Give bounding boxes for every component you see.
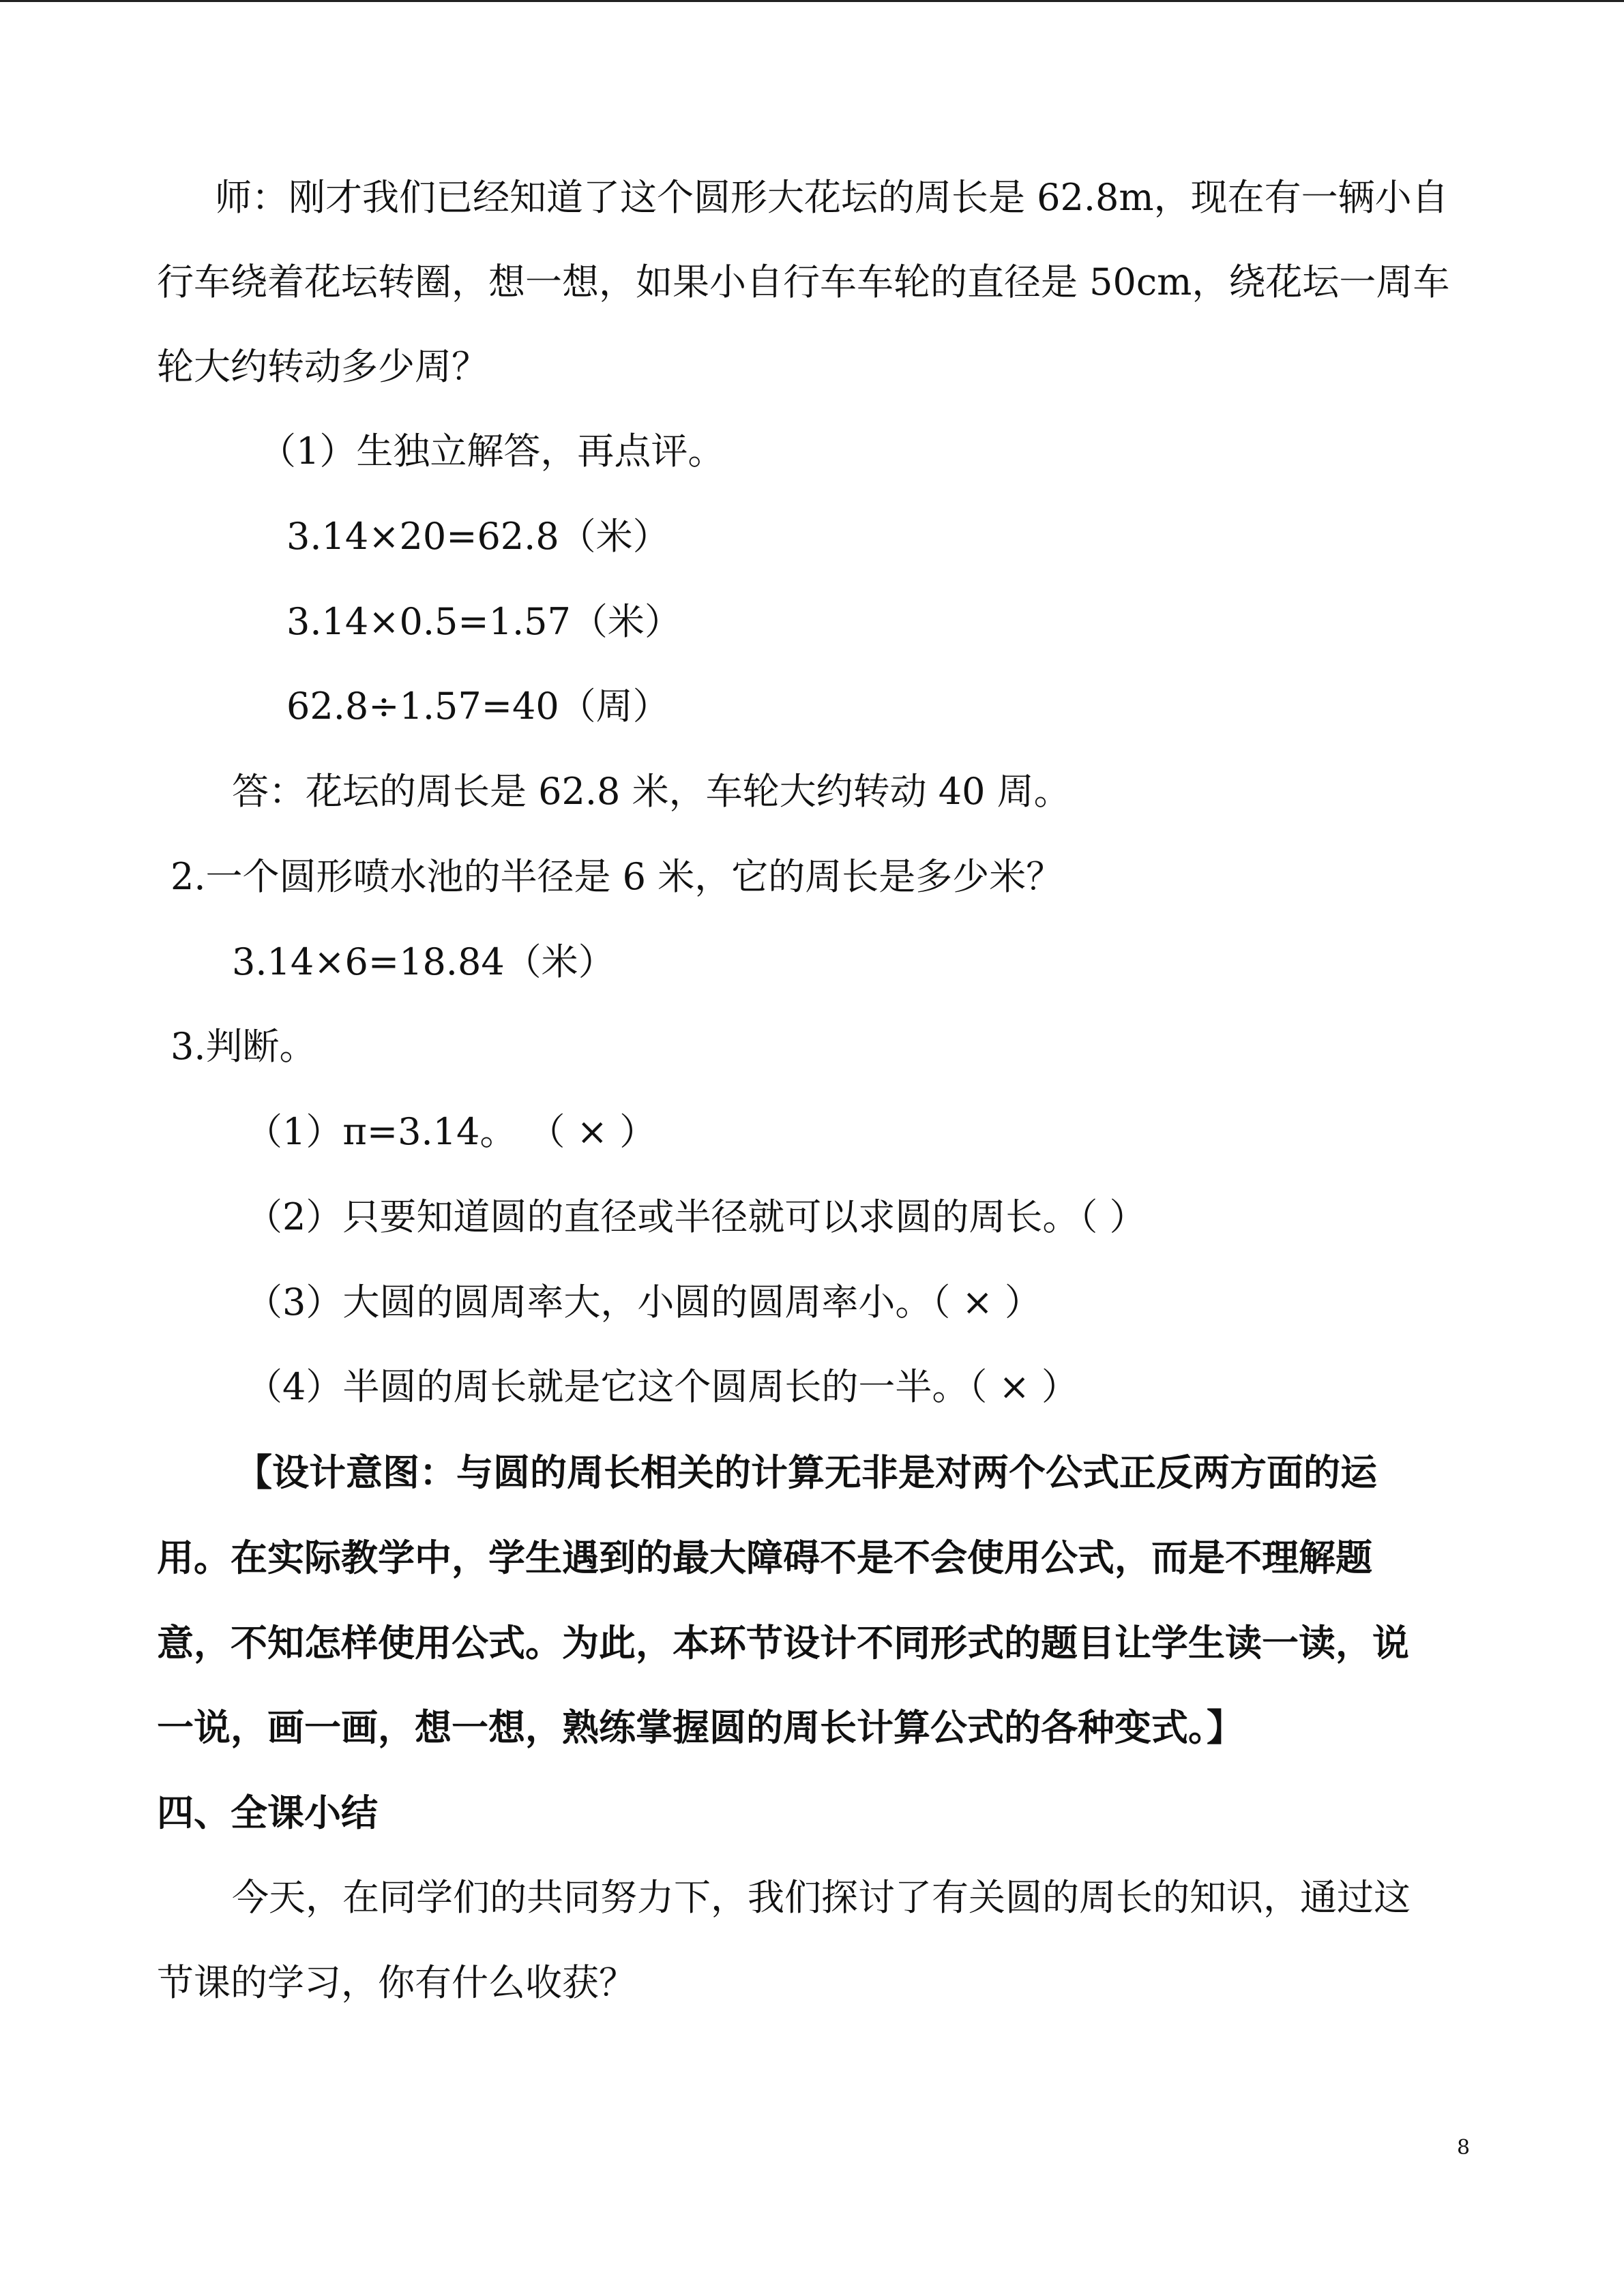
answer1-text: 答：花坛的周长是 62.8 米，车轮大约转动 40 周。 bbox=[232, 770, 1071, 813]
judge3-text: （3）大圆的圆周率大，小圆的圆周率小。（ × ） bbox=[246, 1281, 1042, 1324]
paragraph1-line2: 行车绕着花坛转圈，想一想，如果小自行车车轮的直径是 50cm，绕花坛一周车 bbox=[157, 260, 1450, 303]
top-border bbox=[0, 0, 1624, 2]
paragraph1-line3: 轮大约转动多少周？ bbox=[157, 345, 488, 388]
judge1-text: （1）π=3.14。 （ × ） bbox=[246, 1110, 657, 1153]
design-intent-line2: 用。在实际教学中，学生遇到的最大障碍不是不会使用公式，而是不理解题 bbox=[157, 1536, 1372, 1579]
calc1-text: 3.14×20=62.8（米） bbox=[286, 515, 670, 558]
summary-line2: 节课的学习，你有什么收获？ bbox=[157, 1961, 636, 2004]
question3-text: 3.判断。 bbox=[171, 1025, 316, 1068]
judge4-text: （4）半圆的周长就是它这个圆周长的一半。（ × ） bbox=[246, 1365, 1078, 1408]
page-number: 8 bbox=[1457, 2136, 1471, 2160]
paragraph1-line1: 师：刚才我们已经知道了这个圆形大花坛的周长是 62.8m，现在有一辆小自 bbox=[215, 176, 1449, 219]
calc2-text: 3.14×0.5=1.57（米） bbox=[286, 600, 681, 643]
design-intent-line4: 一说，画一画，想一想，熟练掌握圆的周长计算公式的各种变式。】 bbox=[157, 1705, 1243, 1749]
question2-text: 2.一个圆形喷水池的半径是 6 米，它的周长是多少米？ bbox=[171, 855, 1063, 898]
summary-line1: 今天，在同学们的共同努力下，我们探讨了有关圆的周长的知识，通过这 bbox=[232, 1876, 1411, 1919]
design-intent-line1: 【设计意图：与圆的周长相关的计算无非是对两个公式正反两方面的运 bbox=[235, 1450, 1377, 1494]
judge2-text: （2）只要知道圆的直径或半径就可以求圆的周长。（ ） bbox=[246, 1195, 1147, 1238]
step1-text: （1）生独立解答，再点评。 bbox=[259, 430, 725, 473]
calc3-text: 62.8÷1.57=40（周） bbox=[286, 685, 670, 728]
section4-title: 四、全课小结 bbox=[157, 1791, 378, 1834]
design-intent-line3: 意，不知怎样使用公式。为此，本环节设计不同形式的题目让学生读一读，说 bbox=[157, 1621, 1409, 1665]
calc4-text: 3.14×6=18.84（米） bbox=[232, 940, 615, 983]
